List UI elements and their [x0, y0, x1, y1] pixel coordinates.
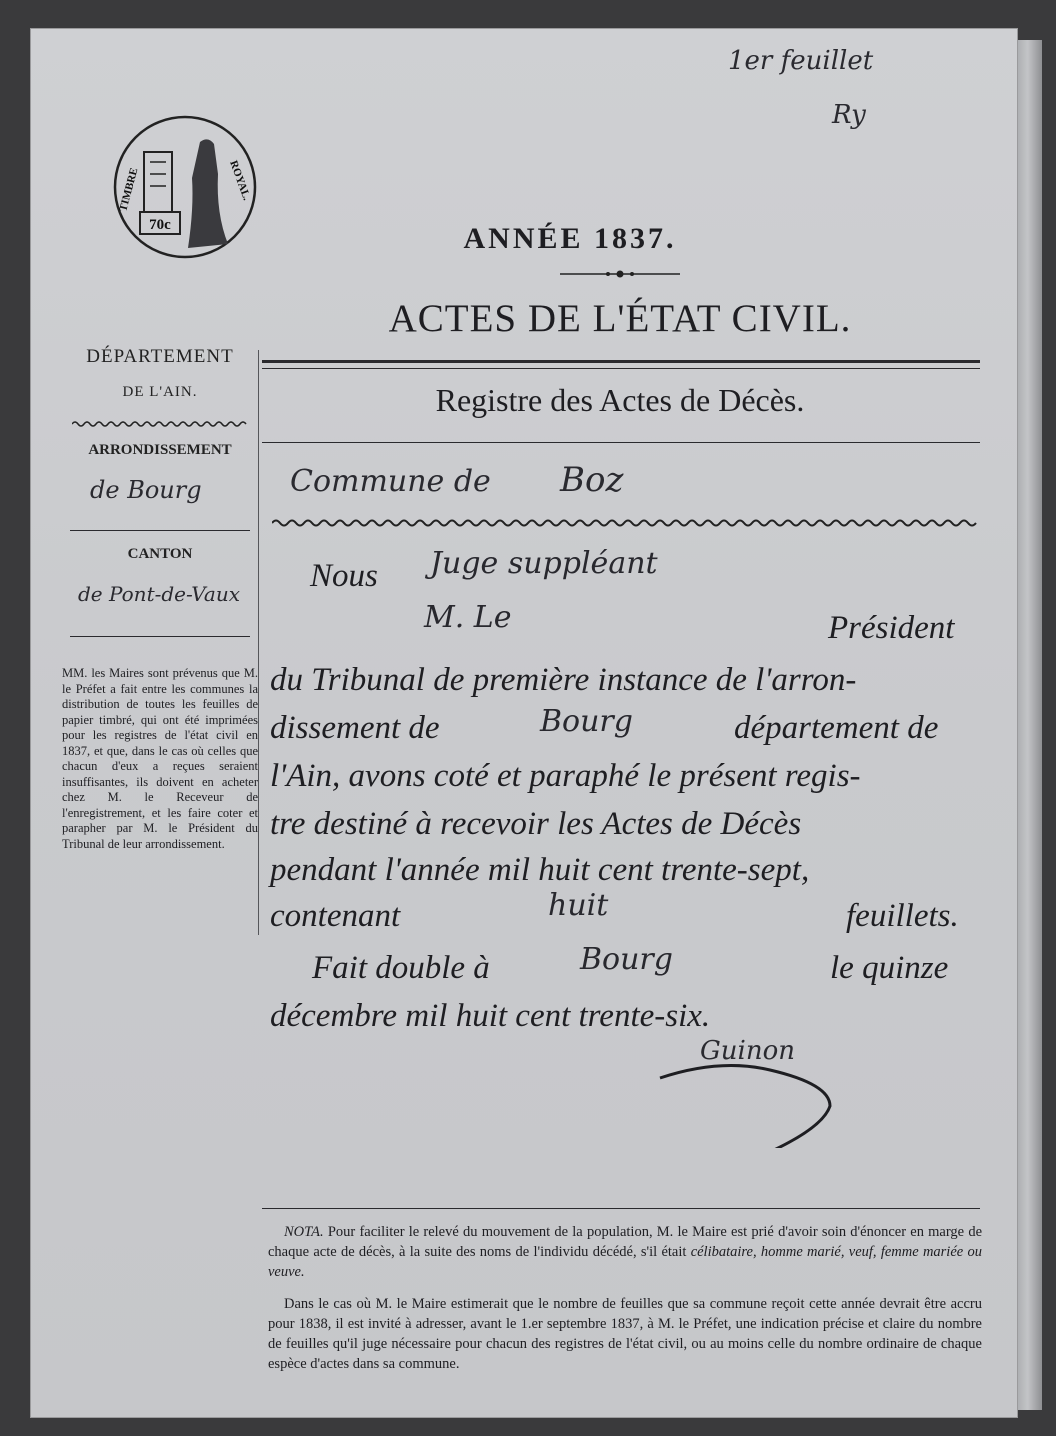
- nota-paragraph-1: [268, 1222, 982, 1282]
- nota-status-terms: célibataire, homme marié, veuf, femme mariée ou veuve.: [268, 1244, 982, 1280]
- title-double-rule: [262, 360, 980, 363]
- department-value: DE L'AIN.: [122, 384, 198, 400]
- body-president: Président: [828, 610, 955, 646]
- main-title: ACTES DE L'ÉTAT CIVIL.: [388, 297, 852, 340]
- body-line-decembre: décembre mil huit cent trente-six.: [270, 998, 711, 1034]
- title-thin-rule: [262, 368, 980, 369]
- arrondissement-rule: [70, 530, 250, 531]
- filled-arrondissement: Bourg: [540, 704, 633, 739]
- body-line-quinze: le quinze: [830, 950, 949, 986]
- body-line-fait-double: Fait double à: [312, 950, 490, 986]
- year-title: ANNÉE 1837.: [463, 222, 677, 255]
- arrondissement-value: de Bourg: [90, 476, 202, 504]
- stamp-value: 70c: [149, 217, 171, 233]
- signature-text: Guinon: [700, 1036, 795, 1066]
- body-line-arrondissement: dissement de: [270, 710, 440, 746]
- body-line-ain: l'Ain, avons coté et paraphé le présent regis-: [270, 758, 861, 794]
- filled-judge-name: M. Le: [424, 600, 512, 635]
- canton-label: CANTON: [127, 546, 193, 562]
- canton-value: de Pont-de-Vaux: [78, 582, 240, 606]
- commune-wavy-rule: [272, 518, 980, 528]
- filled-sheet-count: huit: [548, 888, 609, 923]
- mayors-notice: MM. les Maires sont prévenus que M. le Préfet a fait entre les communes la distribution de toutes les feuilles de papier timbré, qui ont été imprimées pour les registres de l'état civil en 1837, et que, dans le cas où celles que chacun d'eux a reçues seraient insuffisantes, ils doivent en acheter chez M. le Receveur de l'enregistrement, et les faire coter et parapher par M. le Président du Tribunal de leur arrondissement.: [62, 666, 258, 851]
- body-line-contenant: contenant: [270, 898, 401, 934]
- nota-paragraph-2: Dans le cas où M. le Maire estimerait que le nombre de feuilles que sa commune reçoit cette année devrait être accru pour 1838, il est invité à adresser, avant le 1.er septembre 1837, à M. le Préfet, une indication précise et claire du nombre de feuilles qu'il juge nécessaire pour chacun des registres de l'état civil, ou au moins celle du nombre ordinaire de chaque espèce d'actes dans sa commune.: [268, 1296, 982, 1372]
- body-nous: Nous: [310, 558, 378, 594]
- body-line-annee: pendant l'année mil huit cent trente-sept,: [270, 852, 810, 888]
- filled-place: Bourg: [580, 942, 673, 977]
- body-line-feuillets: feuillets.: [846, 898, 959, 934]
- department-label: DÉPARTEMENT: [86, 346, 234, 367]
- department-wavy-rule: [72, 420, 248, 428]
- body-line-tribunal: du Tribunal de première instance de l'arron-: [270, 662, 857, 698]
- canton-rule: [70, 636, 250, 637]
- commune-value: Boz: [560, 460, 624, 500]
- body-line-destine: tre destiné à recevoir les Actes de Décès: [270, 806, 802, 842]
- handwritten-initial: Ry: [832, 100, 866, 130]
- body-line-departement: département de: [734, 710, 939, 746]
- royal-stamp-seal: [110, 112, 260, 262]
- margin-divider: [258, 350, 259, 935]
- title-ornament: [560, 268, 680, 280]
- register-rule: [262, 442, 980, 443]
- register-title: Registre des Actes de Décès.: [435, 382, 805, 418]
- stamp-right-text: ROYAL.: [227, 158, 253, 202]
- nota-rule: [262, 1208, 980, 1209]
- nota-label: NOTA.: [284, 1224, 324, 1240]
- filled-judge-title: Juge suppléant: [430, 546, 658, 581]
- stamp-left-text: TIMBRE: [117, 166, 141, 213]
- handwritten-feuillet-note: 1er feuillet: [728, 46, 874, 76]
- page-edge: [1018, 40, 1042, 1410]
- signature-flourish: [650, 1038, 850, 1148]
- commune-label: Commune de: [290, 464, 491, 499]
- arrondissement-label: ARRONDISSEMENT: [88, 442, 232, 458]
- nota-paragraph-1-text: Pour faciliter le relevé du mouvement de la population, M. le Maire est prié d'avoir soin d'énoncer en marge de chaque acte de décès, à la suite des noms de l'individu décédé, s'il était: [268, 1224, 983, 1260]
